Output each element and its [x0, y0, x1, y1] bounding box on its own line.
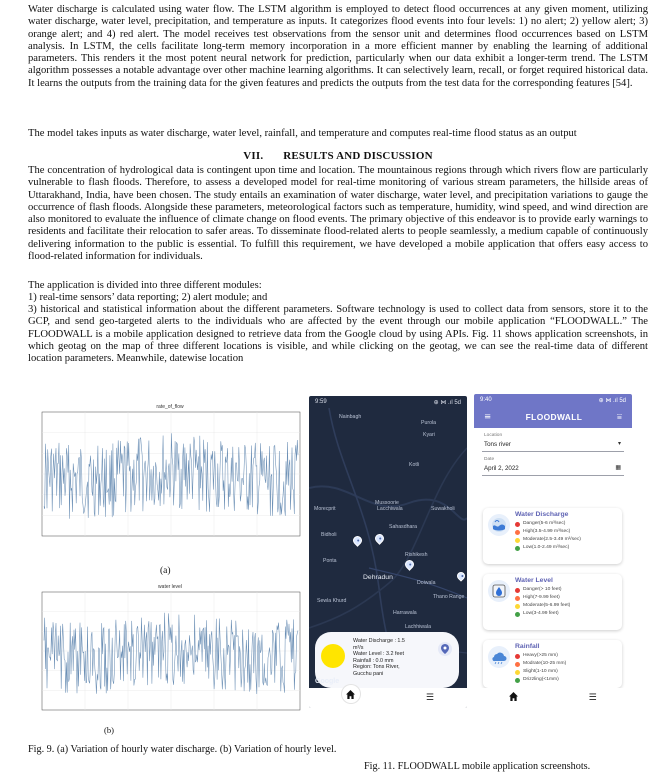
calendar-icon[interactable]: ▦: [615, 464, 621, 471]
map-label-14: Thano Range: [433, 594, 465, 600]
legend-label: Heavy(>25 mm): [523, 653, 558, 658]
danger-swatch: [515, 654, 520, 659]
legend-label: Low(1.0-2.49 m³/sec): [523, 545, 570, 551]
legend-item: [515, 660, 566, 668]
map-label-dehradun: Dehradun: [363, 574, 393, 581]
map-bottom-nav: [309, 688, 467, 708]
card-title-rainfall: Rainfall: [515, 643, 540, 650]
map-label-5: Kotli: [409, 462, 420, 468]
alert-status-dot: [321, 644, 345, 668]
fig9b-label: (b): [104, 725, 114, 735]
dropdown-arrow-icon: ▾: [617, 440, 621, 447]
map-label-13: Doiwala: [417, 580, 436, 586]
fig11-caption: Fig. 11. FLOODWALL mobile application screenshots.: [364, 761, 591, 772]
app-bottom-nav: [474, 688, 632, 708]
high-swatch: [515, 662, 520, 667]
app-bar: [474, 406, 632, 428]
map-label-1: Purola: [421, 420, 436, 426]
map-label-6: Mussoorie: [375, 500, 399, 506]
card-title-discharge: Water Discharge: [515, 511, 569, 518]
map-label-8: Suwakholi: [431, 506, 455, 512]
rainfall-icon: [488, 646, 510, 668]
location-select[interactable]: [482, 432, 624, 452]
legend-item: [515, 668, 566, 676]
legend-label: Moderate(2.5-3.49 m³/sec): [523, 537, 581, 543]
water-level-line-chart: [28, 580, 306, 725]
legend-label: High(3.5-4.99 m³/sec): [523, 529, 571, 535]
map-label-16: Harrawala: [393, 610, 417, 616]
rainfall-legend-list: [515, 652, 566, 684]
legend-label: Slight(1-10 mm): [523, 669, 558, 675]
date-picker[interactable]: [482, 456, 624, 476]
filter-icon[interactable]: ⩸: [616, 412, 622, 422]
model-summary-line: The model takes inputs as water discharge, water level, rainfall, and temperature and computes real-time flood status as an output: [28, 128, 577, 139]
discharge-legend-list: [515, 520, 581, 552]
high-swatch: [515, 596, 520, 601]
location-pin-icon[interactable]: [438, 642, 452, 656]
fig9a-plot: [28, 398, 305, 550]
legend-item: [515, 586, 570, 594]
map-label-17: Lachhiwala: [405, 624, 431, 630]
map-label-2: Kyari: [423, 432, 435, 438]
location-info-text: [353, 638, 433, 678]
legend-label: Modrate(10-25 mm): [523, 661, 567, 667]
location-label: Location: [484, 433, 503, 438]
low-swatch: [515, 678, 520, 683]
map-status-icons: ⊕ ⋈ .ıl 5d: [433, 399, 461, 406]
danger-swatch: [515, 522, 520, 527]
legend-item: [515, 544, 581, 552]
app-status-bar: [474, 394, 632, 406]
low-swatch: [515, 612, 520, 617]
water-discharge-icon: [488, 514, 510, 536]
fig9a-label: (a): [160, 566, 171, 576]
map-label-10: Sahasdhara: [389, 524, 417, 530]
home-icon[interactable]: [342, 685, 360, 703]
results-paragraph: The concentration of hydrological data is contingent upon time and location. The mountainous regions through which rivers flow are particularly vulnerable to flash floods. Therefore, to assess a developed model for real-time monitoring of various stream parameters, the hillside areas of Uttarakhand, India, have been chosen. The study entails an examination of water discharge, water level, and precipitation variations to gauge the occurrence of flash floods. Alongside these parameters, meteorological factors such as temperature, humidity, wind speed, and wind direction are also monitored to evaluate the influence of climate change on flood events. The primary objective of this endeavor is to provide early warnings to residents and facilitate their relocation to safer areas. To disseminate flood-related alerts to people seamlessly, a medium capable of continuously delivering information to the public is essential. To fulfill this requirement, we have developed a mobile application that offers easy access to flood-related information for individuals.: [28, 165, 648, 263]
module-3-paragraph: 3) historical and statistical information about the different parameters. Software technology is used to collect data from sensors, store it to the GCP, and send geo-targeted alerts to the individuals who are affected by the event through our mobile application “FLOODWALL.” The FLOODWALL is a mobile application designed to retrieve data from the Google cloud by using APIs. Fig. 11 shows application screenshots, in which geotag on the map of three different locations is visible, and while clicking on the geotag, we can see the real-time data of different location parameters. Meanwhile, datewise location: [28, 304, 648, 365]
legend-label: High(7-9.99 feet): [523, 595, 560, 601]
map-label-19: Ponta: [323, 558, 337, 564]
water-level-icon: [488, 580, 510, 602]
legend-label: Danger(> 10 feet): [523, 587, 562, 592]
legend-item: [515, 594, 570, 602]
map-label-9: Morecprit: [314, 506, 336, 512]
location-value: Tons river: [484, 441, 511, 448]
app-status-time: 9:40: [480, 397, 492, 403]
info-rain: Rainfall : 0.0 mm: [353, 657, 394, 664]
map-status-bar: [309, 396, 467, 408]
legend-label: Danger(5-6 m³/sec): [523, 521, 566, 526]
app-screen: [474, 394, 632, 708]
intro-paragraph: Water discharge is calculated using water flow. The LSTM algorithm is employed to detect flood occurrences at any given moment, utilizing water discharge, water level, precipitation, and temperature as inputs. It categorizes flood events into four levels: 1) no alert; 2) yellow alert; 3) orange alert; and 4) red alert. The model receives test observations from the sensor unit and determines flood occurrences based on LSTM analysis. In LSTM, the cells facilitate long-term memory incorporation in a more efficient manner by enabling the learning of additional parameters. This renders it the most potent neural network for prediction, particularly when our data exhibit a longer-term trend. The LSTM algorithm possesses a notable advantage over other machine learning algorithms. It can selectively learn, recall, or forget required historical data. It learns the outputs from the training data for the given features and predicts the outputs from the test data for the corresponding features [54].: [28, 4, 648, 89]
section-number: VII.: [243, 150, 264, 162]
legend-item: [515, 652, 566, 660]
map-status-time: 9:59: [315, 399, 327, 405]
map-label-0: Nainbagh: [339, 414, 362, 420]
fig9-caption: Fig. 9. (a) Variation of hourly water discharge. (b) Variation of hourly level.: [28, 744, 337, 755]
info-region: Region: Tons River,: [353, 664, 400, 671]
level-legend-list: [515, 586, 570, 618]
list-icon[interactable]: ☰: [588, 693, 597, 703]
list-icon[interactable]: ☰: [425, 693, 434, 703]
card-title-level: Water Level: [515, 577, 553, 584]
moderate-swatch: [515, 604, 520, 609]
map-label-18: Rishikesh: [405, 552, 428, 558]
legend-label: Low(3-4.99 feet): [523, 611, 559, 617]
modules-intro: The application is divided into three different modules:: [28, 280, 262, 291]
info-level: Water Level : 3.2 feet: [353, 651, 405, 658]
app-title: FLOODWALL: [525, 412, 583, 422]
info-discharge: Water Discharge : 1.5: [353, 638, 405, 644]
section-title: RESULTS AND DISCUSSION: [283, 150, 433, 162]
legend-item: [515, 602, 570, 610]
moderate-swatch: [515, 538, 520, 543]
map-screen: [309, 396, 467, 708]
section-heading: [28, 150, 648, 162]
app-status-icons: ⊕ ⋈ .ıl 5d: [598, 397, 626, 404]
fig9b-title: water level: [158, 584, 182, 590]
date-value: April 2, 2022: [484, 465, 519, 472]
map-label-7: Lacchiwala: [377, 506, 403, 512]
rainfall-card[interactable]: [483, 640, 622, 688]
info-region2: Gucchu pani: [353, 670, 384, 677]
fig9b-plot: [28, 580, 306, 725]
legend-item: [515, 528, 581, 536]
legend-item: [515, 536, 581, 544]
legend-item: [515, 676, 566, 684]
menu-icon[interactable]: ≡: [484, 412, 492, 422]
water-level-card[interactable]: [483, 574, 622, 630]
discharge-line-chart: [28, 398, 305, 550]
legend-label: Moderate(5-6.99 feet): [523, 603, 571, 609]
map-label-15: Sewla Khurd: [317, 598, 347, 604]
legend-label: Drizzling(<1mm): [523, 677, 559, 683]
low-swatch: [515, 546, 520, 551]
google-logo: Google: [315, 678, 340, 685]
legend-item: [515, 520, 581, 528]
legend-item: [515, 610, 570, 618]
high-swatch: [515, 530, 520, 535]
water-discharge-card[interactable]: [483, 508, 622, 564]
danger-swatch: [515, 588, 520, 593]
fig9a-title: rate_of_flow: [156, 404, 184, 410]
home-icon[interactable]: [509, 692, 518, 704]
moderate-swatch: [515, 670, 520, 675]
info-discharge-unit: m³/s: [353, 644, 364, 651]
map-label-11: Bidholi: [321, 532, 337, 538]
modules-list-1-2: 1) real-time sensors’ data reporting; 2) alert module; and: [28, 292, 268, 303]
date-label: Date: [484, 457, 495, 462]
